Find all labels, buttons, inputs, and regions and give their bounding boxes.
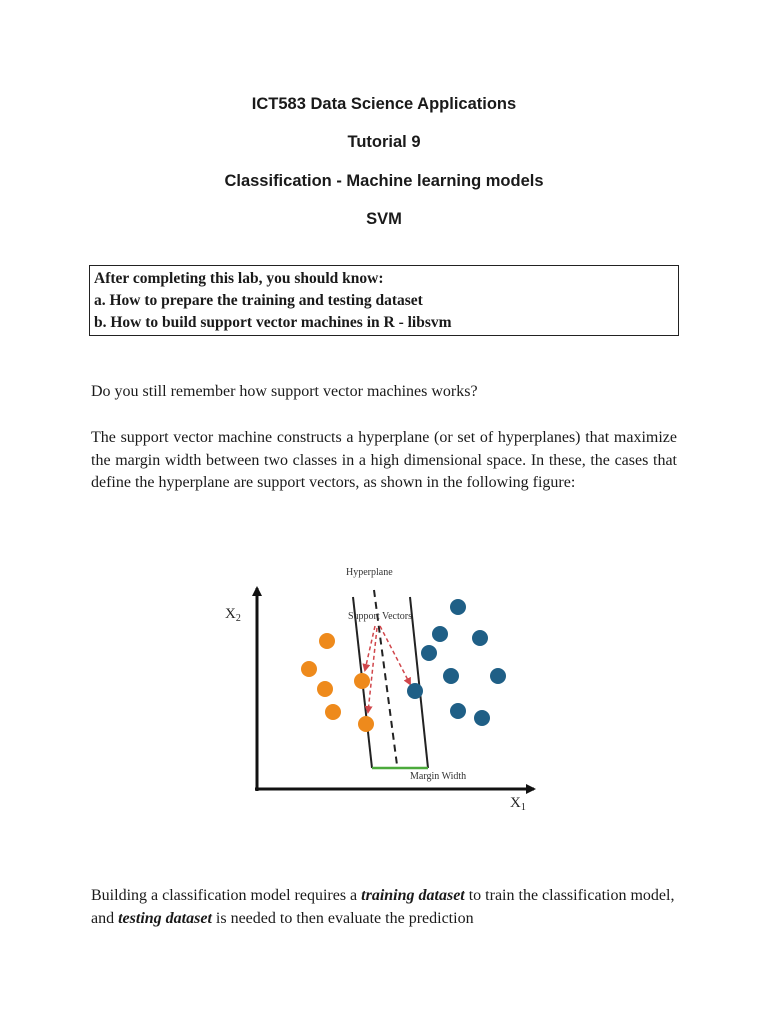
tutorial-title: Tutorial 9 (347, 133, 421, 151)
class-b-point (472, 630, 488, 646)
class-a-point (317, 681, 333, 697)
y-axis-label: $X_2$ (225, 606, 241, 624)
learning-objectives-box (89, 265, 679, 336)
margin-width-label: Margin Width (410, 771, 467, 782)
class-a-support-vector (358, 716, 374, 732)
svm-figure (220, 560, 550, 825)
course-title: ICT583 Data Science Applications (251, 95, 517, 113)
class-b-point (432, 626, 448, 642)
objective-item: a. How to prepare the training and testing dataset (94, 292, 423, 309)
model-title: SVM (366, 210, 402, 228)
class-a-point (301, 661, 317, 677)
objective-item: b. How to build support vector machines in R - libsvm (94, 314, 452, 331)
class-b-point (490, 668, 506, 684)
class-b-point (474, 710, 490, 726)
margin-line-right (410, 597, 428, 768)
support-vectors-label: Support Vectors (348, 611, 412, 622)
class-b-point (450, 599, 466, 615)
class-a-point (325, 704, 341, 720)
building-model-paragraph: Building a classification model requires a training dataset to train the classification model, and testing dataset is needed to then evaluate the prediction (91, 887, 675, 927)
class-b-point (421, 645, 437, 661)
class-a-support-vector (354, 673, 370, 689)
training-dataset-term: training dataset (361, 887, 465, 904)
topic-title: Classification - Machine learning models (224, 172, 544, 190)
testing-dataset-term: testing dataset (118, 909, 212, 927)
support-vector-arrow (368, 628, 377, 712)
hyperplane-label: Hyperplane (346, 567, 393, 578)
svm-diagram (220, 560, 550, 820)
class-b-support-vector (407, 683, 423, 699)
class-b-point (450, 703, 466, 719)
svm-description: The support vector machine constructs a hyperplane (or set of hyperplanes) that maximize the margin width between two classes in a high dimensional space. In these, the cases that define the hyperplane are support vectors, as shown in the following figure: (91, 429, 677, 491)
intro-question: Do you still remember how support vector machines works? (91, 383, 478, 400)
class-a-point (319, 633, 335, 649)
x-axis-label: $X_1$ (510, 795, 526, 813)
class-b-point (443, 668, 459, 684)
objectives-heading: After completing this lab, you should know: (94, 270, 384, 287)
